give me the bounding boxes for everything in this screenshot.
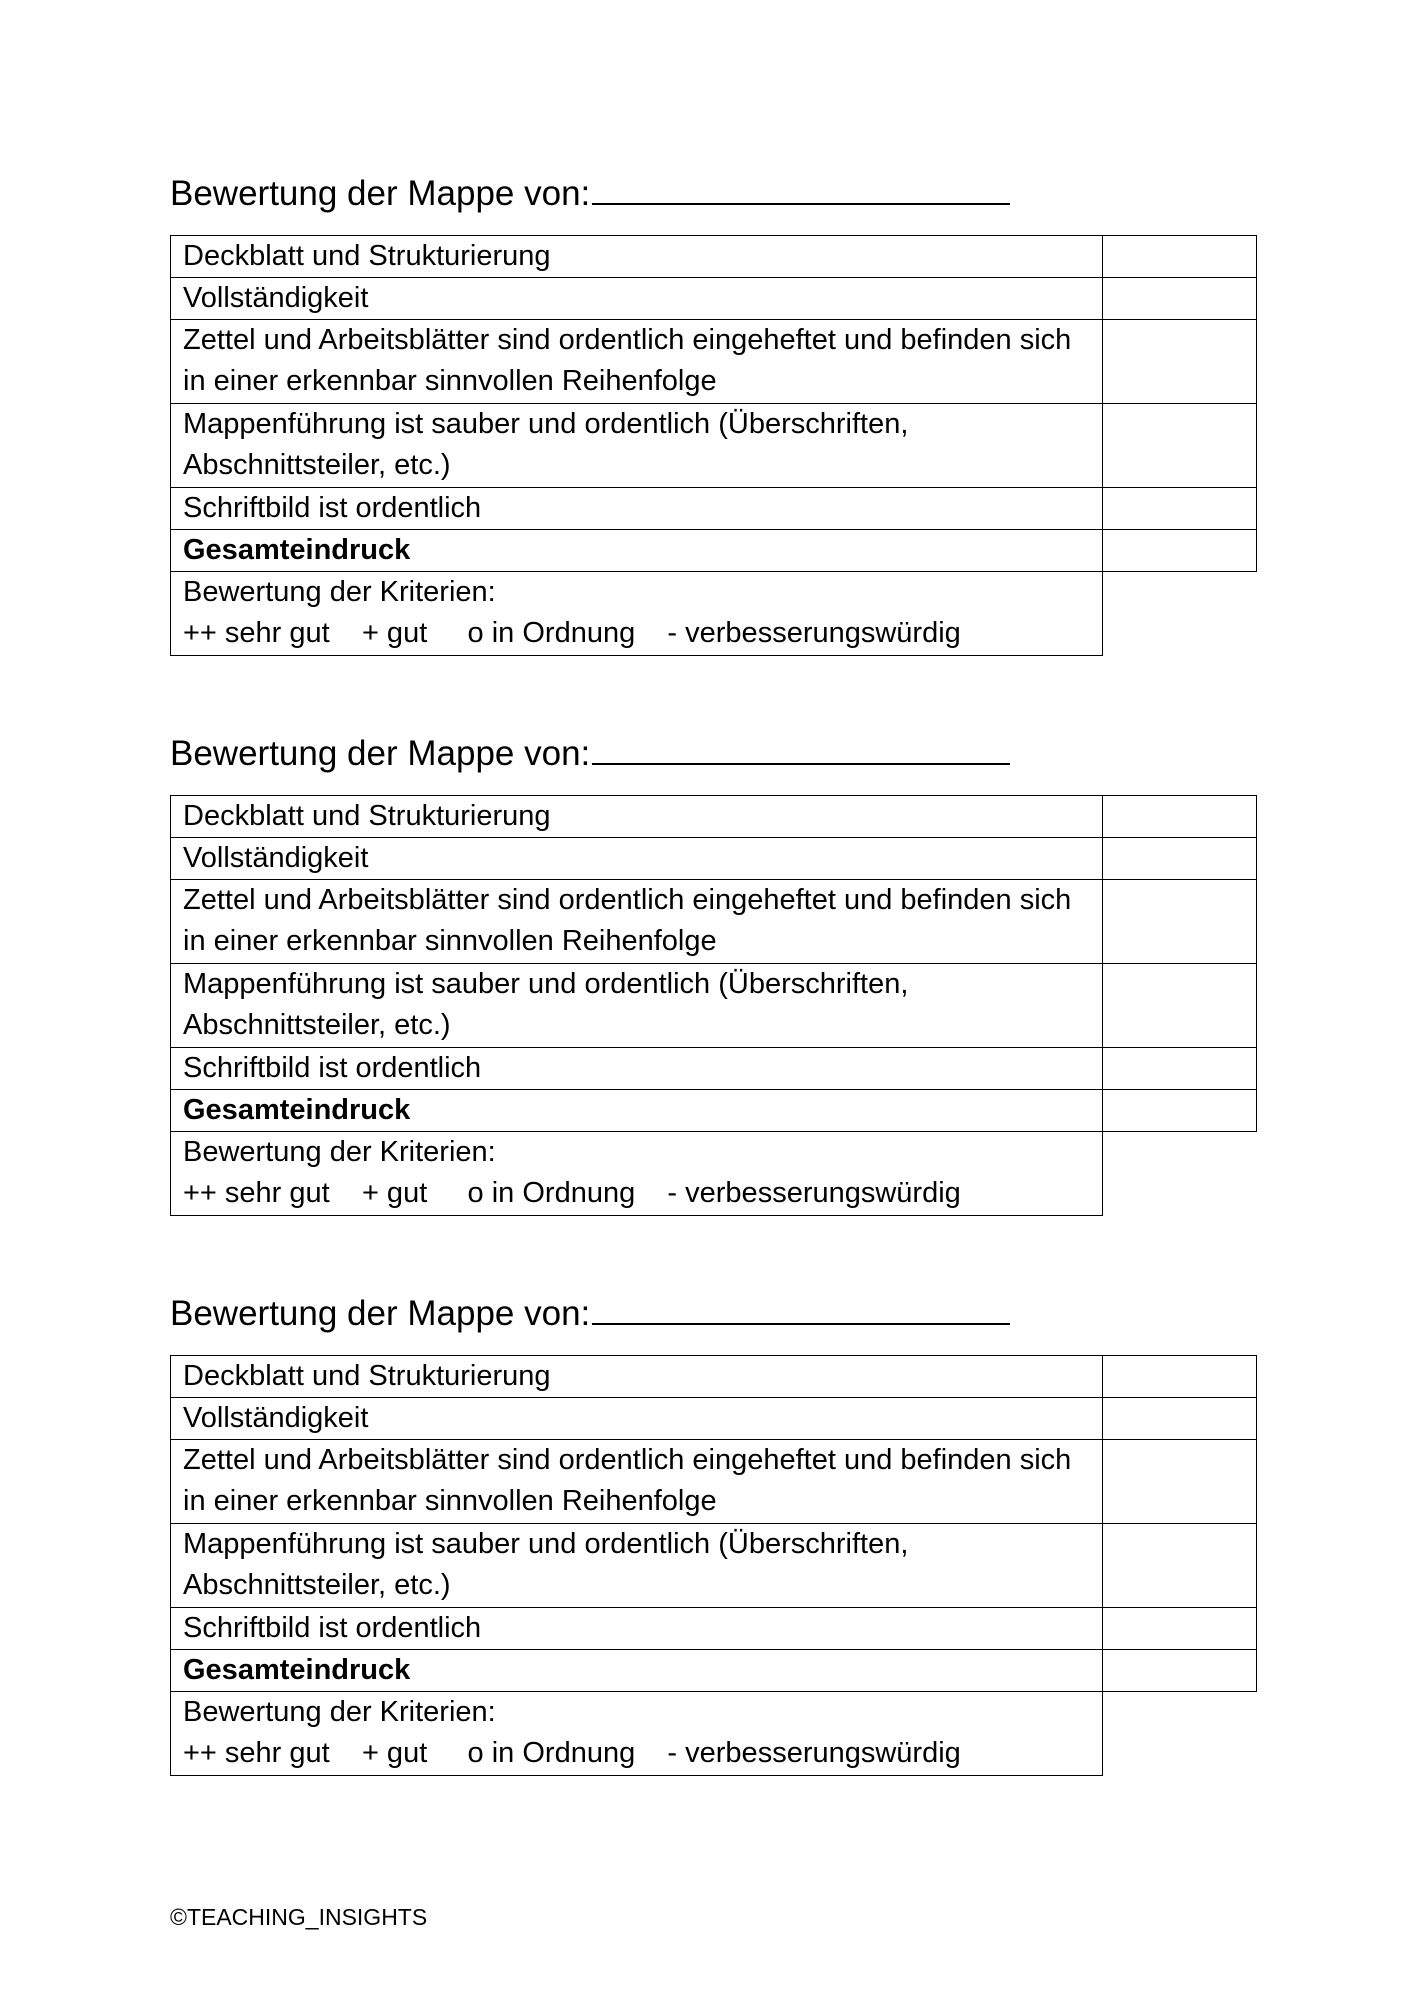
- criteria-row: [171, 838, 1257, 880]
- criteria-row: [171, 488, 1257, 530]
- mark-cell[interactable]: [1103, 1048, 1257, 1090]
- name-blank-line[interactable]: [592, 203, 1010, 205]
- mark-cell[interactable]: [1103, 964, 1257, 1048]
- legend-row: [171, 1692, 1257, 1776]
- criteria-row-overall: [171, 1650, 1257, 1692]
- criteria-label: Vollständigkeit: [171, 1398, 1103, 1440]
- criteria-label: Vollständigkeit: [171, 278, 1103, 320]
- evaluation-section-3: [170, 1294, 1256, 1769]
- criteria-row-overall: [171, 1090, 1257, 1132]
- mark-cell[interactable]: [1103, 320, 1257, 404]
- legend-title: Bewertung der Kriterien:: [183, 1136, 496, 1168]
- criteria-label: Schriftbild ist ordentlich: [171, 488, 1103, 530]
- criteria-row: [171, 1048, 1257, 1090]
- section-title-text: Bewertung der Mappe von:: [170, 1294, 591, 1333]
- criteria-row-overall: [171, 530, 1257, 572]
- criteria-table: [170, 795, 1257, 1216]
- criteria-row: [171, 796, 1257, 838]
- criteria-table: [170, 235, 1257, 656]
- criteria-label: Zettel und Arbeitsblätter sind ordentlich eingeheftet und befinden sich in einer erkennbar sinnvollen Reihenfolge: [171, 880, 1103, 964]
- criteria-label-overall: Gesamteindruck: [171, 1090, 1103, 1132]
- criteria-label: Deckblatt und Strukturierung: [171, 796, 1103, 838]
- criteria-label: Schriftbild ist ordentlich: [171, 1608, 1103, 1650]
- mark-cell[interactable]: [1103, 1398, 1257, 1440]
- criteria-row: [171, 278, 1257, 320]
- section-title: [170, 734, 1256, 774]
- evaluation-section-1: [170, 174, 1256, 649]
- mark-cell[interactable]: [1103, 1608, 1257, 1650]
- legend-row: [171, 572, 1257, 656]
- criteria-label: Deckblatt und Strukturierung: [171, 1356, 1103, 1398]
- legend-row: [171, 1132, 1257, 1216]
- section-title: [170, 1294, 1256, 1334]
- criteria-row: [171, 880, 1257, 964]
- legend-title: Bewertung der Kriterien:: [183, 576, 496, 608]
- section-title-text: Bewertung der Mappe von:: [170, 734, 591, 773]
- legend-title: Bewertung der Kriterien:: [183, 1696, 496, 1728]
- evaluation-section-2: [170, 734, 1256, 1209]
- mark-cell[interactable]: [1103, 278, 1257, 320]
- mark-cell[interactable]: [1103, 796, 1257, 838]
- criteria-row: [171, 1524, 1257, 1608]
- criteria-row: [171, 1356, 1257, 1398]
- criteria-table: [170, 1355, 1257, 1776]
- name-blank-line[interactable]: [592, 763, 1010, 765]
- mark-cell[interactable]: [1103, 488, 1257, 530]
- mark-cell[interactable]: [1103, 236, 1257, 278]
- criteria-label: Deckblatt und Strukturierung: [171, 236, 1103, 278]
- criteria-label: Zettel und Arbeitsblätter sind ordentlich eingeheftet und befinden sich in einer erkennbar sinnvollen Reihenfolge: [171, 1440, 1103, 1524]
- copyright-footer: ©TEACHING_INSIGHTS: [170, 1904, 428, 1930]
- legend-scale: ++ sehr gut + gut o in Ordnung - verbesserungswürdig: [183, 1177, 961, 1209]
- criteria-row: [171, 1440, 1257, 1524]
- criteria-row: [171, 1608, 1257, 1650]
- legend-spacer: [1103, 1692, 1257, 1776]
- criteria-label: Mappenführung ist sauber und ordentlich (Überschriften, Abschnittsteiler, etc.): [171, 964, 1103, 1048]
- mark-cell[interactable]: [1103, 838, 1257, 880]
- section-title-text: Bewertung der Mappe von:: [170, 174, 591, 213]
- mark-cell[interactable]: [1103, 404, 1257, 488]
- name-blank-line[interactable]: [592, 1323, 1010, 1325]
- criteria-row: [171, 964, 1257, 1048]
- criteria-row: [171, 236, 1257, 278]
- legend-scale: ++ sehr gut + gut o in Ordnung - verbesserungswürdig: [183, 617, 961, 649]
- mark-cell[interactable]: [1103, 1524, 1257, 1608]
- mark-cell[interactable]: [1103, 880, 1257, 964]
- mark-cell[interactable]: [1103, 530, 1257, 572]
- criteria-label: Mappenführung ist sauber und ordentlich (Überschriften, Abschnittsteiler, etc.): [171, 1524, 1103, 1608]
- legend-spacer: [1103, 572, 1257, 656]
- section-title: [170, 174, 1256, 214]
- criteria-label: Zettel und Arbeitsblätter sind ordentlich eingeheftet und befinden sich in einer erkennbar sinnvollen Reihenfolge: [171, 320, 1103, 404]
- mark-cell[interactable]: [1103, 1650, 1257, 1692]
- criteria-label: Schriftbild ist ordentlich: [171, 1048, 1103, 1090]
- criteria-label: Mappenführung ist sauber und ordentlich (Überschriften, Abschnittsteiler, etc.): [171, 404, 1103, 488]
- legend-cell: [171, 1692, 1103, 1776]
- criteria-row: [171, 404, 1257, 488]
- criteria-label-overall: Gesamteindruck: [171, 530, 1103, 572]
- legend-cell: [171, 1132, 1103, 1216]
- criteria-row: [171, 320, 1257, 404]
- mark-cell[interactable]: [1103, 1440, 1257, 1524]
- legend-cell: [171, 572, 1103, 656]
- legend-spacer: [1103, 1132, 1257, 1216]
- criteria-row: [171, 1398, 1257, 1440]
- mark-cell[interactable]: [1103, 1090, 1257, 1132]
- mark-cell[interactable]: [1103, 1356, 1257, 1398]
- criteria-label-overall: Gesamteindruck: [171, 1650, 1103, 1692]
- legend-scale: ++ sehr gut + gut o in Ordnung - verbesserungswürdig: [183, 1737, 961, 1769]
- criteria-label: Vollständigkeit: [171, 838, 1103, 880]
